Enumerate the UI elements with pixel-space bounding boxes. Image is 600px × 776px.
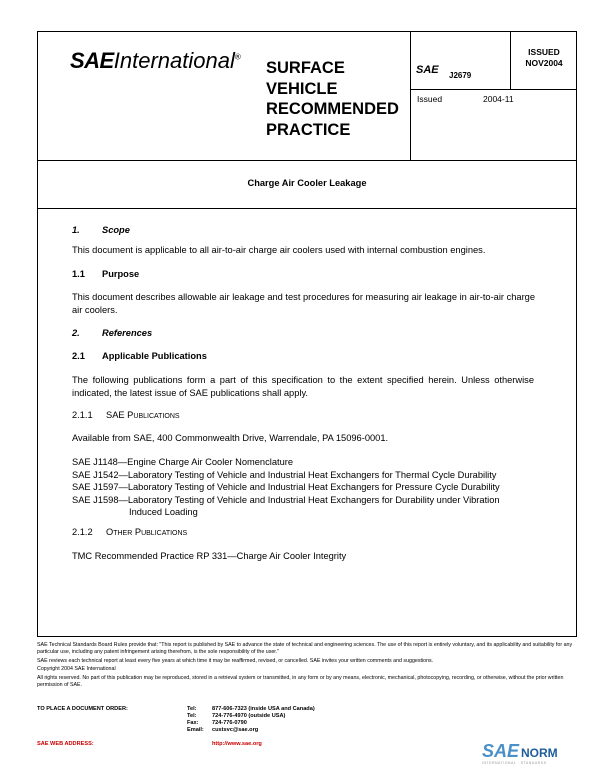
phone-intl: 724-776-4970 (outside USA): [212, 713, 286, 719]
sae-availability-text: Available from SAE, 400 Commonwealth Drive, Warrendale, PA 15096-0001.: [72, 433, 389, 443]
list-item-continuation: Induced Loading: [129, 507, 198, 517]
list-item: SAE J1148—Engine Charge Air Cooler Nomenclature: [72, 457, 294, 467]
section-2-1-2-text: TMC Recommended Practice RP 331—Charge Air Cooler Integrity: [72, 551, 347, 561]
docnum-divider: [410, 89, 576, 90]
sae-mini-logo: SAE: [416, 64, 439, 76]
footer-rights: All rights reserved. No part of this publication may be reproduced, stored in a retrieval system or transmitted, in any form or by any means, electronic, mechanical, photocopying, recording, or otherwise, without the prior written permission of SAE.: [37, 674, 564, 688]
header-divider: [38, 160, 576, 161]
email-address[interactable]: custsvc@sae.org: [212, 727, 259, 733]
footer-review: SAE reviews each technical report at least every five years at which time it may be reaffirmed, revised, or cancelled. SAE invites your written comments and suggestions.: [37, 657, 434, 664]
footer-notice: [37, 642, 577, 690]
section-1-heading: 1. Scope: [72, 225, 130, 235]
issued-date: 2004-11: [483, 94, 514, 104]
section-2-1-2-heading: 2.1.2 Other Publications: [72, 527, 188, 537]
section-2-heading: 2. References: [72, 328, 153, 338]
issued-tag: ISSUED NOV2004: [525, 47, 563, 68]
document-title: Charge Air Cooler Leakage: [247, 178, 367, 188]
document-number: J2679: [449, 71, 472, 80]
order-label: TO PLACE A DOCUMENT ORDER:: [37, 706, 128, 712]
list-item: SAE J1598—Laboratory Testing of Vehicle and Industrial Heat Exchangers for Durability under Vibration: [72, 494, 500, 505]
document-page: [37, 31, 577, 637]
section-1-1-heading: 1.1 Purpose: [72, 269, 140, 279]
sae-international-logo: SAEInternational®: [70, 48, 241, 73]
issued-label: Issued: [417, 94, 443, 104]
sae-norm-logo: SAE NORM INTERNATIONAL · STANDARDS: [482, 741, 558, 765]
fax-number: 724-776-0790: [212, 720, 247, 726]
web-address-link[interactable]: http://www.sae.org: [212, 741, 262, 747]
phone-usa: 877-606-7323 (inside USA and Canada): [212, 706, 315, 712]
section-1-1-text: This document describes allowable air leakage and test procedures for measuring air leakage in air-to-air charge air coolers.: [72, 292, 536, 315]
document-type: SURFACE VEHICLE RECOMMENDED PRACTICE: [266, 59, 399, 139]
reference-list: [72, 456, 500, 519]
title-divider: [38, 208, 576, 209]
list-item: SAE J1597—Laboratory Testing of Vehicle and Industrial Heat Exchangers for Pressure Cycle Durability: [72, 482, 500, 492]
footer-rules: SAE Technical Standards Board Rules provide that: "This report is published by SAE to advance the state of technical and engineering sciences. The use of this report is entirely voluntary, and its applicability and suitability for any particular use, including any patent infringement arising therefrom, is the sole responsibility of the user.": [37, 642, 573, 655]
section-2-1-heading: 2.1 Applicable Publications: [72, 351, 207, 361]
section-2-1-text: The following publications form a part of this specification to the extent specified herein. Unless otherwise indicated, the latest issue of SAE publications shall apply.: [72, 375, 534, 398]
footer-copyright: Copyright 2004 SAE International: [37, 666, 116, 672]
web-address-label: SAE WEB ADDRESS:: [37, 741, 94, 747]
section-1-text: This document is applicable to all air-to-air charge air coolers used with internal combustion engines.: [72, 245, 486, 255]
list-item: SAE J1542—Laboratory Testing of Vehicle and Industrial Heat Exchangers for Thermal Cycle Durability: [72, 469, 497, 480]
section-2-1-1-heading: 2.1.1 SAE Publications: [72, 410, 180, 420]
